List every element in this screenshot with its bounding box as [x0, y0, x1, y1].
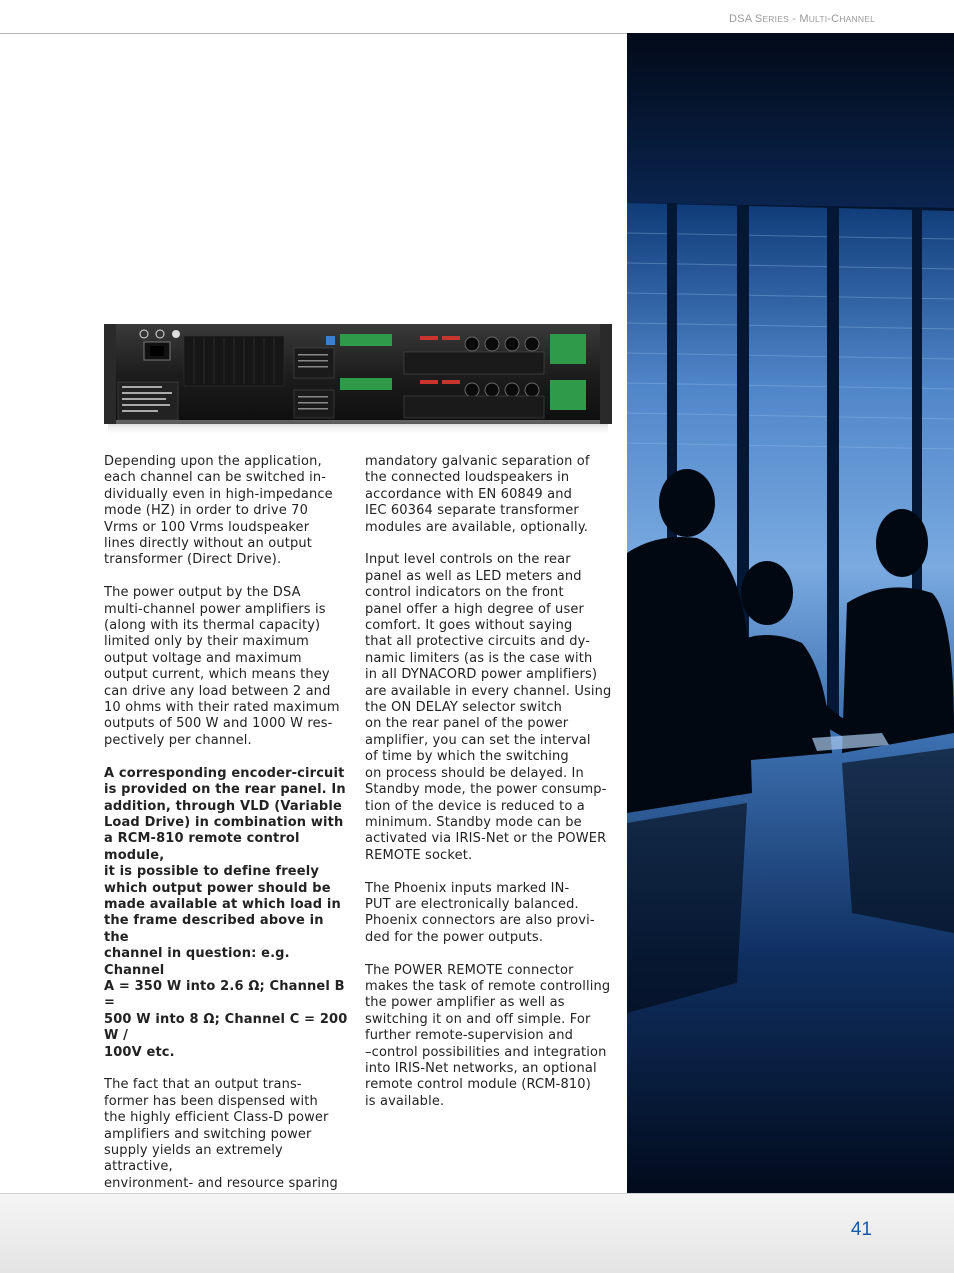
amplifier-rear-panel-photo: [104, 324, 612, 440]
paragraph-bold: A corresponding encoder-circuit is provided on the rear panel. In addition, through VLD (Variable Load Drive) in combination with a RCM-810 remote control module, it is possible to define freely which output power should be made available at which load in the frame described above in the channel in question: e.g. Channel A = 350 W into 2.6 Ω; Channel B = 500 W into 8 Ω; Channel C = 200 W / 100V etc.: [104, 765, 348, 1060]
paragraph: Input level controls on the rear panel as well as LED meters and control indicators on the front panel offer a high degree of user comfort. It goes without saying that all protective circuits and dy- namic limiters (as is the case with in all DYNACORD power amplifiers) are available in every channel. Using the ON DELAY selector switch on the rear panel of the power amplifier, you can set the interval of time by which the switching on process should be delayed. In Standby mode, the power consump- tion of the device is reduced to a minimum. Standby mode can be activated via IRIS-Net or the POWER REMOTE socket.: [365, 552, 612, 863]
paragraph: The POWER REMOTE connector makes the task of remote controlling the power amplifier as well as switching it on and off simple. For further remote-supervision and –control possibilities and integration into IRIS-Net networks, an optional remote control module (RCM-810) is available.: [365, 962, 611, 1109]
running-head: DSA SERIES - MULTI-CHANNEL: [729, 13, 875, 25]
meeting-silhouette-photo: [627, 33, 954, 1193]
page-number: 41: [850, 1219, 872, 1240]
header-rule: [0, 33, 627, 34]
paragraph: The Phoenix inputs marked IN- PUT are electronically balanced. Phoenix connectors are also provi- ded for the power outputs.: [365, 880, 595, 945]
page-footer: [0, 1193, 954, 1273]
paragraph: The power output by the DSA multi-channel power amplifiers is (along with its thermal capacity) limited only by their maximum output voltage and maximum output current, which means they can drive any load between 2 and 10 ohms with their rated maximum outputs of 500 W and 1000 W res- pectively per channel.: [104, 585, 340, 748]
text-column-left: [104, 454, 352, 1225]
paragraph: Depending upon the application, each channel can be switched in- dividually even in high-impedance mode (HZ) in order to drive 70 Vrms or 100 Vrms loudspeaker lines directly without an output transformer (Direct Drive).: [104, 454, 333, 568]
text-column-right: [365, 454, 613, 1127]
paragraph: The fact that an output trans- former has been dispensed with the highly efficient Class-D power amplifiers and switching power supply yields an extremely attractive, environment- and resource sparing: [104, 1077, 338, 1191]
paragraph: mandatory galvanic separation of the connected loudspeakers in accordance with EN 60849 and IEC 60364 separate transformer modules are available, optionally.: [365, 454, 590, 535]
